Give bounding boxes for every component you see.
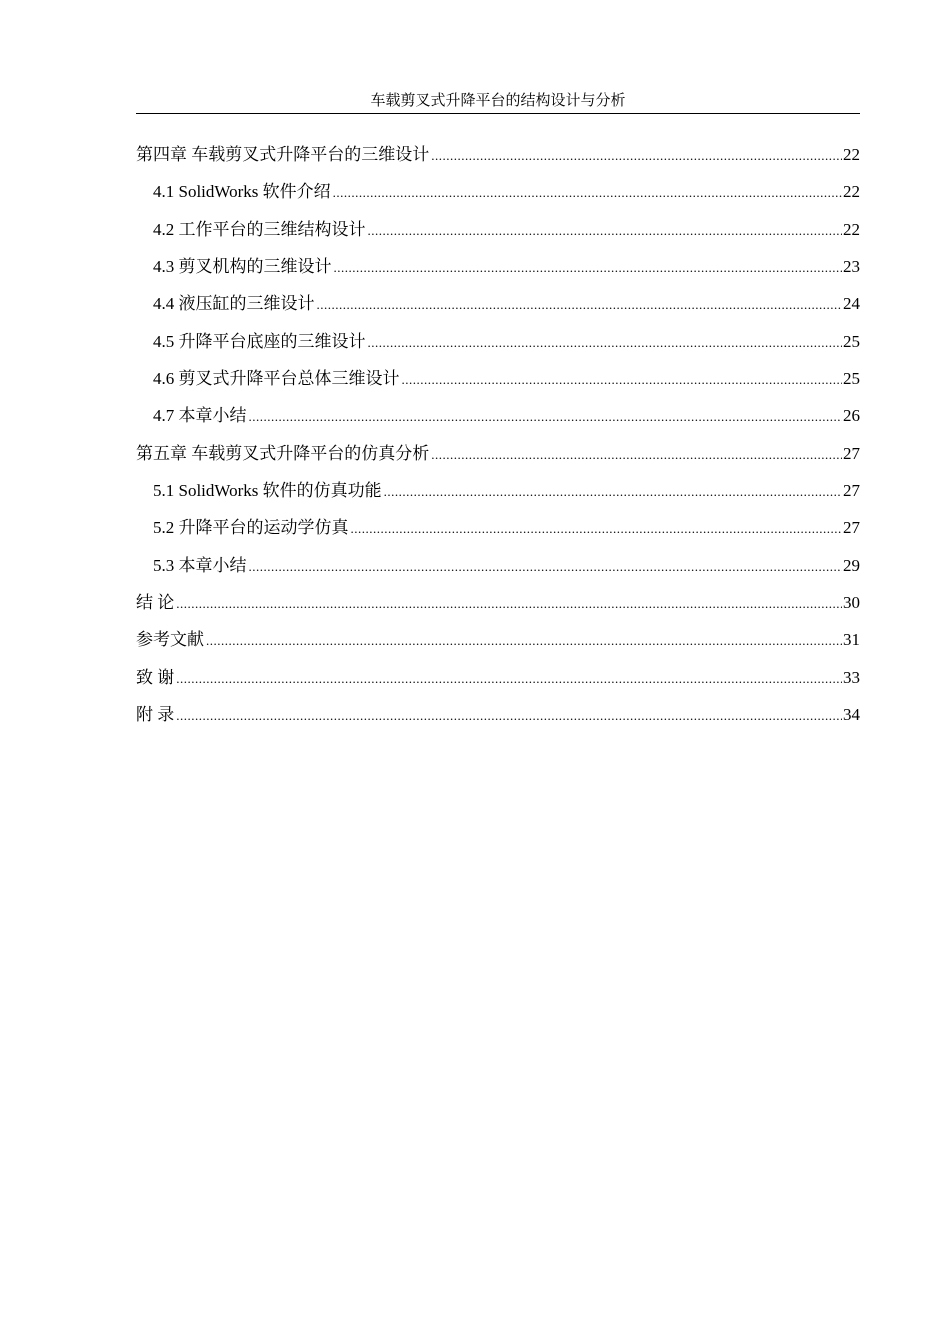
toc-entry-label: 5.3 本章小结 [153, 555, 247, 575]
toc-page-number: 25 [843, 369, 860, 389]
toc-entry-label: 5.2 升降平台的运动学仿真 [153, 518, 349, 538]
toc-entry[interactable] [136, 253, 860, 290]
toc-entry-label: 第四章 车载剪叉式升降平台的三维设计 [136, 145, 430, 164]
toc-page-number: 34 [843, 705, 860, 725]
toc-dot-leader [368, 217, 843, 245]
toc-entry[interactable] [136, 216, 860, 253]
toc-entry[interactable] [136, 552, 860, 589]
toc-dot-leader [249, 403, 843, 431]
toc-entry[interactable] [136, 589, 860, 626]
toc-page-number: 23 [843, 257, 860, 277]
toc-page-number: 22 [843, 219, 860, 239]
toc-page-number: 30 [843, 593, 860, 613]
toc-entry[interactable] [136, 365, 860, 402]
toc-dot-leader [317, 291, 843, 319]
toc-dot-leader [368, 329, 843, 357]
toc-entry-label: 第五章 车载剪叉式升降平台的仿真分析 [136, 443, 430, 463]
toc-entry[interactable] [136, 514, 860, 551]
toc-entry[interactable] [136, 290, 860, 327]
toc-entry[interactable] [136, 402, 860, 439]
toc-entry-label: 5.1 SolidWorks 软件的仿真功能 [153, 481, 382, 501]
toc-dot-leader [384, 478, 842, 506]
toc-dot-leader [206, 627, 842, 655]
toc-dot-leader [249, 553, 843, 581]
toc-page-number: 29 [843, 555, 860, 575]
toc-page-number: 22 [843, 182, 860, 202]
toc-entry-label: 附 录 [136, 705, 175, 725]
toc-page-number: 27 [843, 481, 860, 501]
toc-page-number: 22 [843, 145, 860, 164]
toc-page-number: 24 [843, 294, 860, 314]
toc-page-number: 25 [843, 331, 860, 351]
page-header [136, 90, 860, 114]
document-title: 车载剪叉式升降平台的结构设计与分析 [370, 93, 626, 109]
toc-entry-label: 4.6 剪叉式升降平台总体三维设计 [153, 369, 400, 389]
toc-entry[interactable] [136, 440, 860, 477]
toc-page-number: 27 [843, 518, 860, 538]
toc-dot-leader [176, 665, 842, 693]
toc-entry-label: 4.3 剪叉机构的三维设计 [153, 257, 332, 277]
toc-entry-label: 致 谢 [136, 667, 175, 687]
toc-entry-label: 参考文献 [136, 630, 204, 650]
toc-page-number: 26 [843, 406, 860, 426]
toc-entry-label: 4.4 液压缸的三维设计 [153, 294, 315, 314]
toc-entry[interactable] [136, 626, 860, 663]
toc-entry-label: 4.2 工作平台的三维结构设计 [153, 219, 366, 239]
toc-entry[interactable] [136, 328, 860, 365]
toc-entry-label: 4.1 SolidWorks 软件介绍 [153, 182, 331, 202]
toc-page-number: 31 [843, 630, 860, 650]
toc-dot-leader [333, 179, 842, 207]
toc-dot-leader [176, 702, 842, 730]
toc-entry[interactable] [136, 701, 860, 738]
toc-entry[interactable] [136, 477, 860, 514]
toc-entry[interactable] [136, 141, 860, 178]
toc-dot-leader [431, 142, 842, 170]
toc-entry-label: 4.7 本章小结 [153, 406, 247, 426]
toc-entry[interactable] [136, 178, 860, 215]
toc-dot-leader [431, 441, 842, 469]
toc-page-number: 33 [843, 667, 860, 687]
toc-dot-leader [176, 590, 842, 618]
toc-entry-label: 4.5 升降平台底座的三维设计 [153, 331, 366, 351]
toc-dot-leader [402, 366, 843, 394]
toc-dot-leader [334, 254, 843, 282]
toc-dot-leader [351, 515, 843, 543]
toc-page-number: 27 [843, 443, 860, 463]
toc-entry[interactable] [136, 664, 860, 701]
toc-entry-label: 结 论 [136, 593, 175, 613]
table-of-contents [136, 141, 860, 739]
